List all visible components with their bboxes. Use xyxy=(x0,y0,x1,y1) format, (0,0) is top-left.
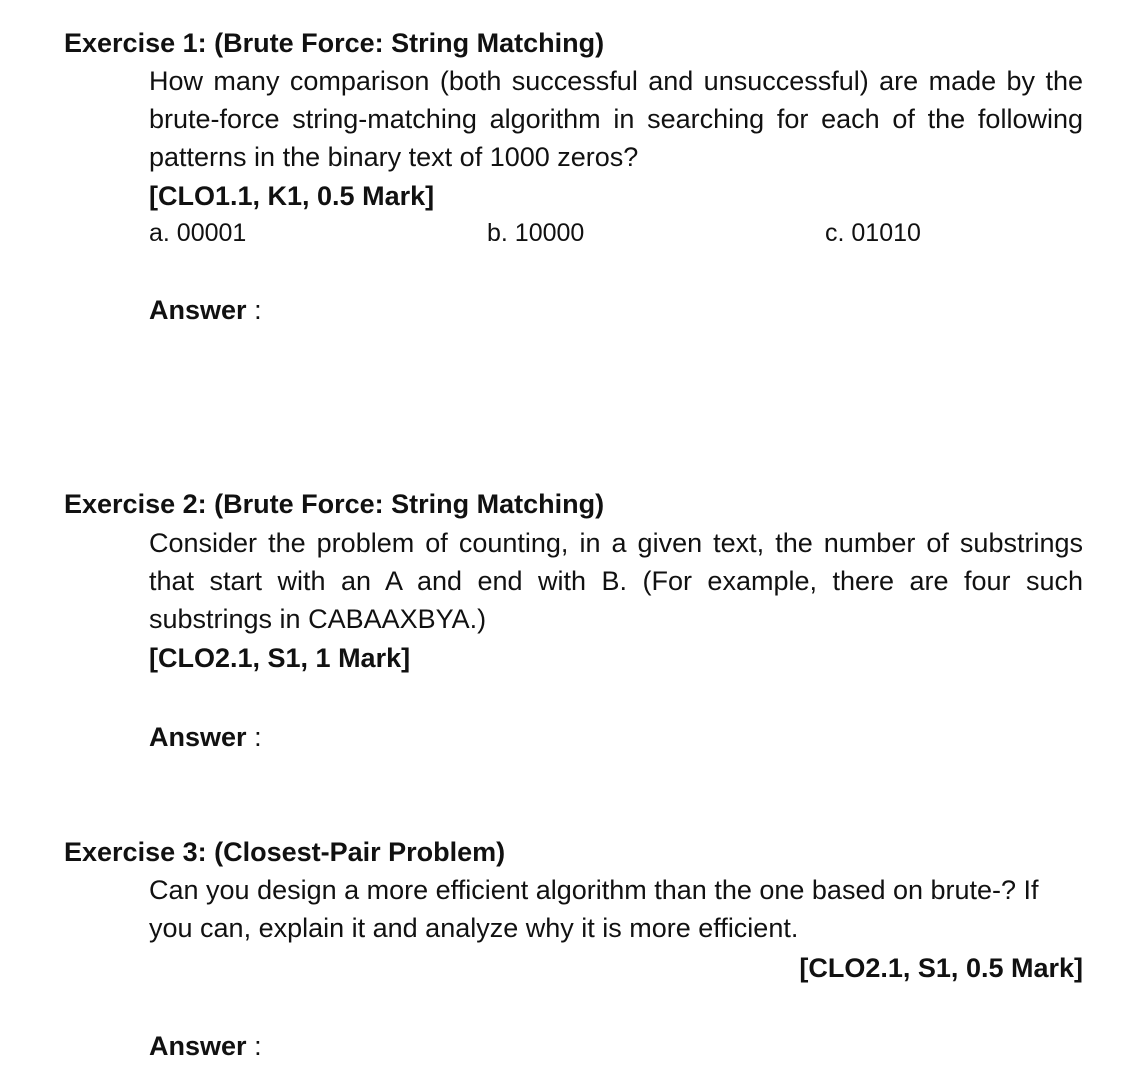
exercise-1-mark: [CLO1.1, K1, 0.5 Mark] xyxy=(149,181,435,211)
answer-separator: : xyxy=(254,1031,262,1061)
exercise-1-option-c: c. 01010 xyxy=(825,219,921,247)
exercise-1-option-a: a. 00001 xyxy=(149,219,247,247)
exercise-3-answer xyxy=(149,1030,262,1062)
exercise-2-question: Consider the problem of counting, in a given text, the number of substrings that start with an A and end with B. (For example, there are four such substrings in CABAAXBYA.) xyxy=(149,528,1083,634)
answer-label: Answer xyxy=(149,1031,247,1061)
answer-separator: : xyxy=(254,295,262,325)
exercise-2-mark: [CLO2.1, S1, 1 Mark] xyxy=(149,643,411,673)
exercise-1-option-b: b. 10000 xyxy=(487,219,585,247)
exercise-2-title: Exercise 2: (Brute Force: String Matching) xyxy=(64,489,605,519)
exercise-3-title: Exercise 3: (Closest-Pair Problem) xyxy=(64,837,506,867)
exercise-1-question: How many comparison (both successful and unsuccessful) are made by the brute-force string-matching algorithm in searching for each of the following patterns in the binary text of 1000 zeros? xyxy=(149,66,1083,172)
exercise-3-question: Can you design a more efficient algorithm than the one based on brute-? If you can, explain it and analyze why it is more efficient. xyxy=(149,875,1039,943)
answer-label: Answer xyxy=(149,722,247,752)
answer-label: Answer xyxy=(149,295,247,325)
exercise-1-answer xyxy=(149,294,262,326)
exercise-1-title: Exercise 1: (Brute Force: String Matching) xyxy=(64,28,605,58)
answer-separator: : xyxy=(254,722,262,752)
exercise-2-answer xyxy=(149,721,262,753)
exercise-3-mark: [CLO2.1, S1, 0.5 Mark] xyxy=(799,953,1083,983)
